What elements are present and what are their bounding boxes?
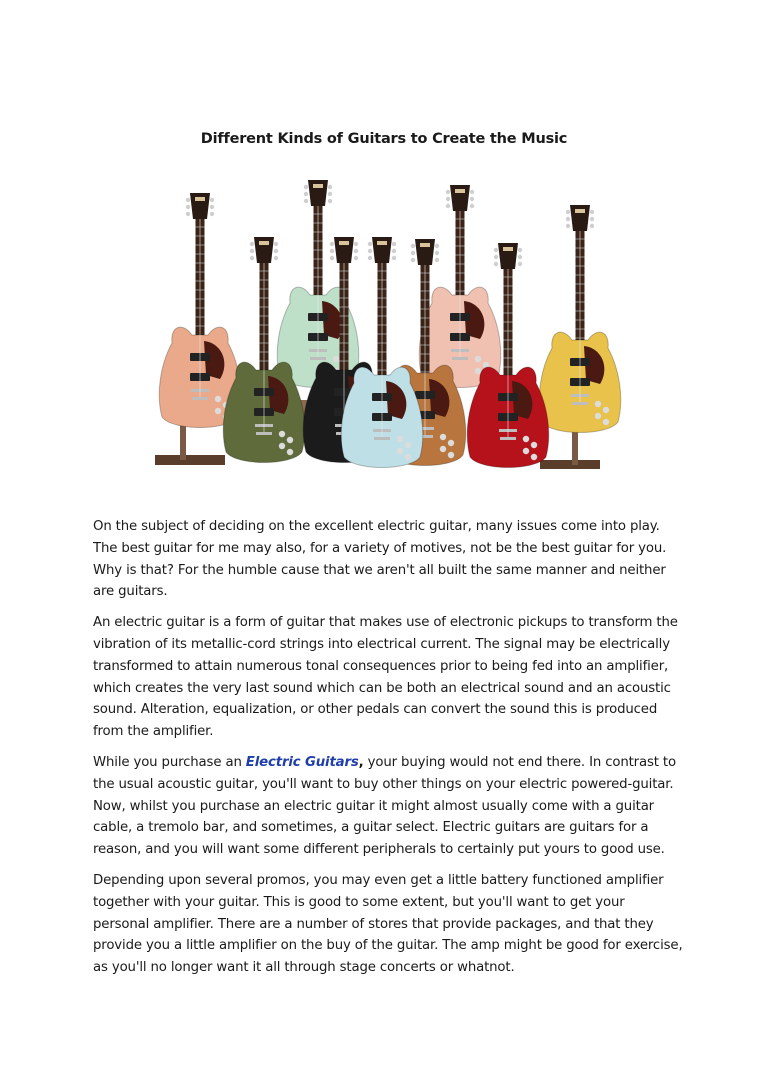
document-body: [93, 516, 683, 988]
guitar-3: [159, 193, 241, 428]
stand-right: [540, 460, 600, 469]
paragraph-3-before: While you purchase an: [93, 754, 246, 770]
stand-left: [155, 455, 225, 465]
paragraph-4: Depending upon several promos, you may even get a little battery functioned amplifier together with your guitar. This is good to some extent, but you'll want to get your personal amplifier. There are a number of stores that provide packages, and that they provide you a little amplifier on the buy of the guitar. The amp might be good for exercise, as you'll no longer want it all through stage concerts or whatnot.: [93, 872, 683, 976]
guitar-4: [539, 205, 621, 433]
document-title: Different Kinds of Guitars to Create the Music: [200, 131, 568, 147]
paragraph-3-after: your buying would not end there. In contrast to the usual acoustic guitar, you'll want to buy other things on your electric powered-guitar. Now, whilst you purchase an electric guitar it might almost usually come with a guitar cable, a tremolo bar, and sometimes, a guitar select. Electric guitars are guitars for a reason, and you will want some different peripherals to certainly put yours to good use.: [93, 754, 676, 858]
paragraph-3: [93, 752, 683, 861]
guitar-2: [419, 185, 501, 388]
guitars-photo: [140, 175, 630, 490]
paragraph-2: An electric guitar is a form of guitar that makes use of electronic pickups to transform the vibration of its metallic-cord strings into electrical current. The signal may be electrically transformed to attain numerous tonal consequences prior to being fed into an amplifier, which creates the very last sound which can be both an electrical sound and an acoustic sound. Alteration, equalization, or other pedals can convert the sound this is produced from the amplifier.: [93, 615, 678, 740]
paragraph-1: On the subject of deciding on the excellent electric guitar, many issues come into play. The best guitar for me may also, for a variety of motives, not be the best guitar for you. Why is that? For the humble cause that we aren't all built the same manner and neither are guitars.: [93, 519, 667, 600]
electric-guitars-link[interactable]: Electric Guitars: [245, 754, 359, 770]
paragraph-3-comma: ,: [358, 754, 364, 770]
